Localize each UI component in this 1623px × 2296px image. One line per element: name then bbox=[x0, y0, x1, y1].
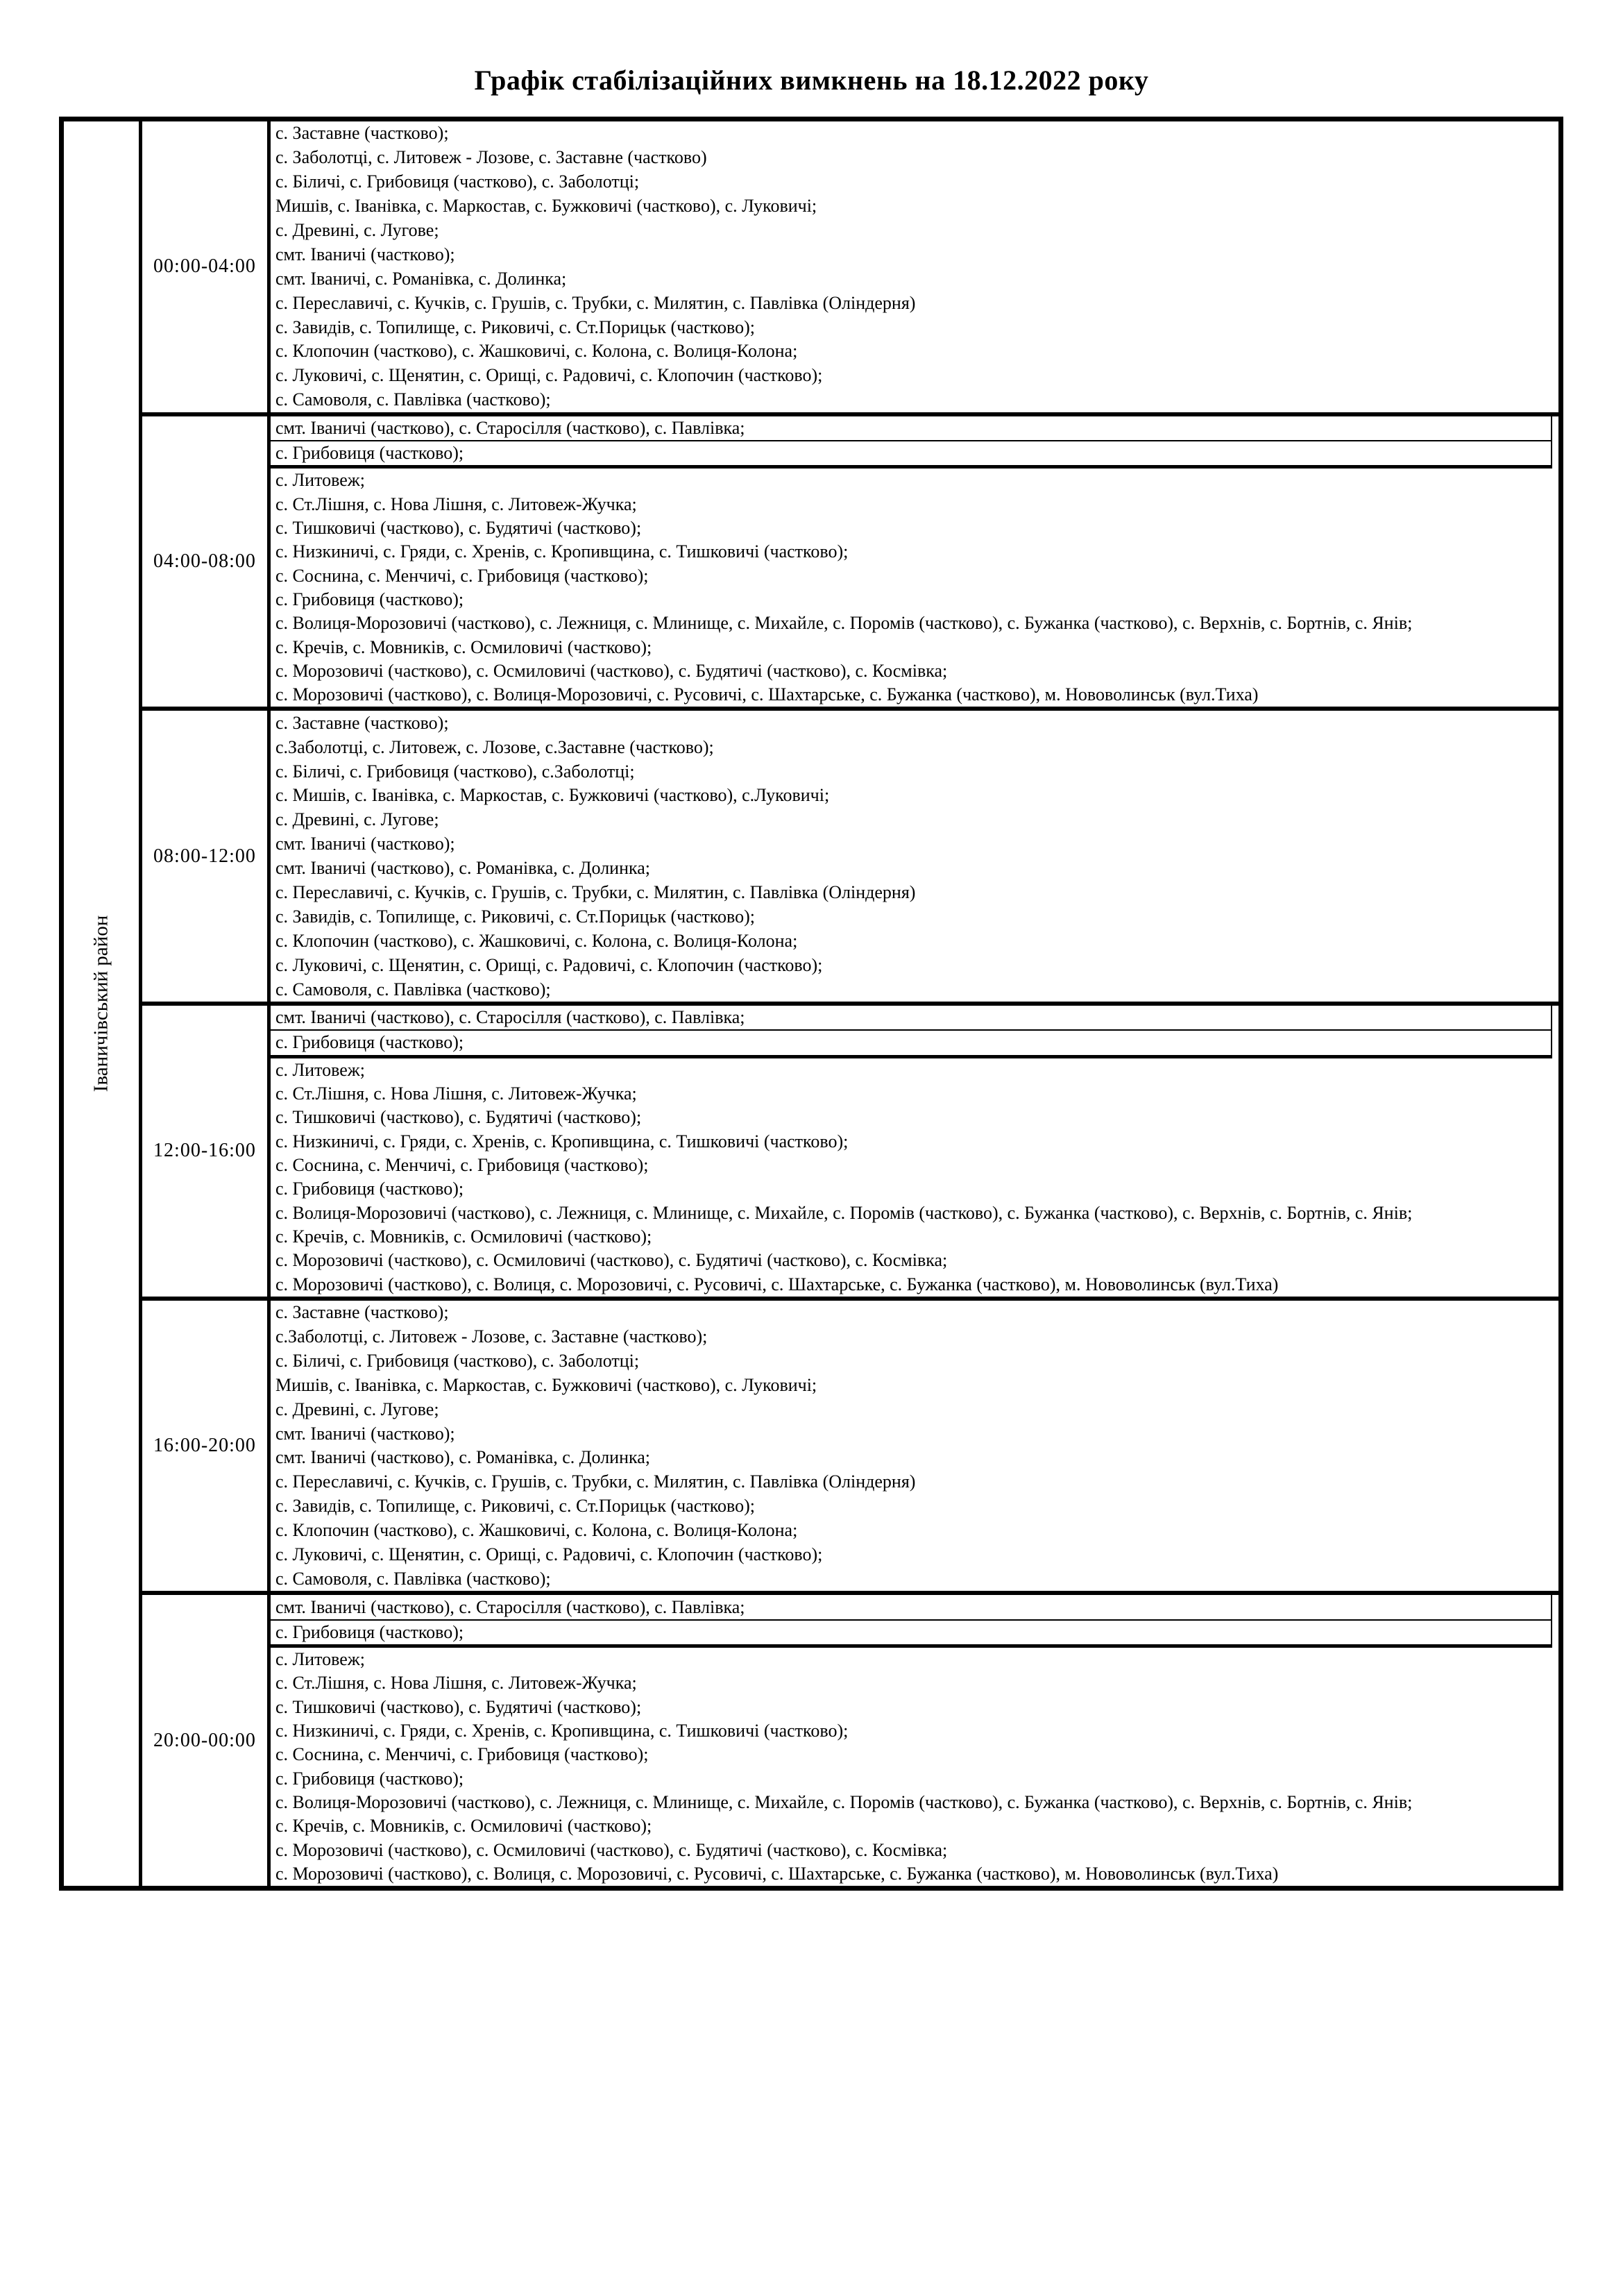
settlement-row: смт. Іваничі (частково), с. Романівка, с. Долинка; bbox=[275, 858, 651, 879]
settlement-row: с. Переславичі, с. Кучків, с. Грушів, с. Трубки, с. Милятин, с. Павлівка (Оліндерня) bbox=[275, 1471, 916, 1492]
settlement-row: с. Тишковичі (частково), с. Будятичі (частково); bbox=[275, 1107, 642, 1128]
settlement-row: смт. Іваничі (частково), с. Старосілля (частково), с. Павлівка; bbox=[271, 1595, 1552, 1620]
settlement-row: с. Кречів, с. Мовників, с. Осмиловичі (частково); bbox=[275, 1816, 652, 1837]
settlement-row: с. Луковичі, с. Щенятин, с. Орищі, с. Радовичі, с. Клопочин (частково); bbox=[275, 1544, 823, 1565]
settlement-row: с. Морозовичі (частково), с. Осмиловичі (частково), с. Будятичі (частково), с. Космівка; bbox=[275, 660, 948, 681]
settlement-rows bbox=[271, 1301, 1558, 1592]
settlement-row: с. Древині, с. Лугове; bbox=[275, 220, 439, 240]
settlement-row: с. Морозовичі (частково), с. Волиця, с. Морозовичі, с. Русовичі, с. Шахтарське, с. Бужанка (частково), м. Нововолинськ (вул.Тиха) bbox=[275, 1274, 1279, 1294]
settlement-row: смт. Іваничі (частково); bbox=[275, 244, 455, 264]
settlement-row: с. Мишів, с. Іванівка, с. Маркостав, с. Бужковичі (частково), с.Луковичі; bbox=[275, 785, 830, 806]
settlement-row: с. Волиця-Морозовичі (частково), с. Лежниця, с. Млинище, с. Михайле, с. Поромів (частково), с. Бужанка (частково), с. Верхнів, с. Бортнів, с. Янів; bbox=[275, 1202, 1413, 1223]
settlement-row: смт. Іваничі (частково), с. Романівка, с. Долинка; bbox=[275, 1447, 651, 1468]
page-title: Графік стабілізаційних вимкнень на 18.12.2022 року bbox=[474, 65, 1149, 96]
settlement-row: с. Завидів, с. Топилище, с. Риковичі, с. Ст.Порицьк (частково); bbox=[275, 316, 755, 337]
settlement-row: с. Грибовиця (частково); bbox=[271, 1031, 1552, 1058]
settlement-row: с. Морозовичі (частково), с. Осмиловичі (частково), с. Будятичі (частково), с. Космівка; bbox=[275, 1250, 948, 1271]
settlement-row: с. Біличі, с. Грибовиця (частково), с. Заболотці; bbox=[275, 171, 640, 192]
settlement-row: с. Біличі, с. Грибовиця (частково), с. Заболотці; bbox=[275, 1350, 640, 1371]
settlement-row: смт. Іваничі (частково), с. Старосілля (частково), с. Павлівка; bbox=[271, 1006, 1552, 1031]
settlement-row: с. Грибовиця (частково); bbox=[271, 1621, 1552, 1648]
settlement-row: с. Клопочин (частково), с. Жашковичі, с. Колона, с. Волиця-Колона; bbox=[275, 930, 798, 951]
settlement-row: с. Самоволя, с. Павлівка (частково); bbox=[275, 1568, 551, 1589]
settlement-row: с. Біличі, с. Грибовиця (частково), с.Заболотці; bbox=[275, 761, 635, 782]
settlement-row: с. Волиця-Морозовичі (частково), с. Лежниця, с. Млинище, с. Михайле, с. Поромів (частково), с. Бужанка (частково), с. Верхнів, с. Бортнів, с. Янів; bbox=[275, 1792, 1413, 1813]
time-slot-label: 12:00-16:00 bbox=[142, 1006, 271, 1297]
settlement-row: с. Грибовиця (частково); bbox=[275, 1768, 464, 1789]
settlement-row: с. Переславичі, с. Кучків, с. Грушів, с. Трубки, с. Милятин, с. Павлівка (Оліндерня) bbox=[275, 882, 916, 903]
time-slot-label: 04:00-08:00 bbox=[142, 416, 271, 707]
settlement-row: с. Древині, с. Лугове; bbox=[275, 809, 439, 830]
time-block bbox=[142, 1591, 1558, 1886]
settlement-row: с. Переславичі, с. Кучків, с. Грушів, с. Трубки, с. Милятин, с. Павлівка (Оліндерня) bbox=[275, 292, 916, 313]
district-column bbox=[64, 121, 142, 1886]
time-block bbox=[142, 1002, 1558, 1297]
settlement-row: Мишів, с. Іванівка, с. Маркостав, с. Бужковичі (частково), с. Луковичі; bbox=[275, 1374, 817, 1395]
settlement-rows bbox=[271, 711, 1558, 1002]
settlement-row: смт. Іваничі (частково); bbox=[275, 834, 455, 854]
settlement-row: с.Заболотці, с. Литовеж, с. Лозове, с.Заставне (частково); bbox=[275, 736, 714, 757]
settlement-row: с. Тишковичі (частково), с. Будятичі (частково); bbox=[275, 518, 642, 539]
settlement-row: с. Луковичі, с. Щенятин, с. Орищі, с. Радовичі, с. Клопочин (частково); bbox=[275, 365, 823, 386]
settlement-row: с. Заболотці, с. Литовеж - Лозове, с. Заставне (частково) bbox=[275, 147, 707, 168]
settlement-row: с. Литовеж; bbox=[275, 470, 365, 491]
settlement-row: с. Ст.Лішня, с. Нова Лішня, с. Литовеж-Жучка; bbox=[275, 493, 637, 514]
settlement-row: с. Низкиничі, с. Гряди, с. Хренів, с. Кропивщина, с. Тишковичі (частково); bbox=[275, 541, 849, 562]
time-slot-label: 20:00-00:00 bbox=[142, 1595, 271, 1886]
district-label: Іваничівський район bbox=[90, 915, 112, 1092]
settlement-row: с. Соснина, с. Менчичі, с. Грибовиця (частково); bbox=[275, 1744, 649, 1765]
time-block bbox=[142, 707, 1558, 1002]
settlement-row: с. Низкиничі, с. Гряди, с. Хренів, с. Кропивщина, с. Тишковичі (частково); bbox=[275, 1131, 849, 1151]
settlement-row: с. Ст.Лішня, с. Нова Лішня, с. Литовеж-Жучка; bbox=[275, 1083, 637, 1104]
settlement-row: с. Ст.Лішня, с. Нова Лішня, с. Литовеж-Жучка; bbox=[275, 1673, 637, 1694]
settlement-row: с. Заставне (частково); bbox=[275, 1302, 449, 1323]
settlement-row: с. Грибовиця (частково); bbox=[275, 1179, 464, 1199]
settlement-row: с.Заболотці, с. Литовеж - Лозове, с. Заставне (частково); bbox=[275, 1326, 708, 1347]
settlement-row: с. Заставне (частково); bbox=[275, 712, 449, 733]
settlement-row: с. Низкиничі, с. Гряди, с. Хренів, с. Кропивщина, с. Тишковичі (частково); bbox=[275, 1721, 849, 1741]
settlement-row: с. Самоволя, с. Павлівка (частково); bbox=[275, 979, 551, 999]
settlement-row: с. Литовеж; bbox=[275, 1649, 365, 1670]
settlement-rows bbox=[271, 1595, 1558, 1886]
time-block bbox=[142, 1297, 1558, 1592]
settlement-row: с. Тишковичі (частково), с. Будятичі (частково); bbox=[275, 1696, 642, 1717]
settlement-row: с. Заставне (частково); bbox=[275, 123, 449, 144]
settlement-row: с. Соснина, с. Менчичі, с. Грибовиця (частково); bbox=[275, 565, 649, 586]
settlement-row: смт. Іваничі (частково); bbox=[275, 1423, 455, 1444]
settlement-row: с. Клопочин (частково), с. Жашковичі, с. Колона, с. Волиця-Колона; bbox=[275, 341, 798, 362]
blocks-column bbox=[142, 121, 1558, 1886]
schedule-table bbox=[59, 117, 1563, 1891]
time-slot-label: 16:00-20:00 bbox=[142, 1301, 271, 1592]
settlement-row: с. Завидів, с. Топилище, с. Риковичі, с. Ст.Порицьк (частково); bbox=[275, 1496, 755, 1517]
settlement-rows bbox=[271, 416, 1558, 707]
settlement-row: с. Грибовиця (частково); bbox=[275, 589, 464, 610]
settlement-row: смт. Іваничі, с. Романівка, с. Долинка; bbox=[275, 268, 567, 289]
settlement-row: с. Клопочин (частково), с. Жашковичі, с. Колона, с. Волиця-Колона; bbox=[275, 1520, 798, 1541]
time-block bbox=[142, 412, 1558, 707]
settlement-row: с. Морозовичі (частково), с. Осмиловичі (частково), с. Будятичі (частково), с. Космівка; bbox=[275, 1839, 948, 1860]
settlement-rows bbox=[271, 1006, 1558, 1297]
time-block bbox=[142, 121, 1558, 412]
settlement-row: с. Волиця-Морозовичі (частково), с. Лежниця, с. Млинище, с. Михайле, с. Поромів (частково), с. Бужанка (частково), с. Верхнів, с. Бортнів, с. Янів; bbox=[275, 613, 1413, 634]
settlement-row: с. Литовеж; bbox=[275, 1059, 365, 1080]
settlement-row: с. Кречів, с. Мовників, с. Осмиловичі (частково); bbox=[275, 636, 652, 657]
time-slot-label: 08:00-12:00 bbox=[142, 711, 271, 1002]
settlement-row: с. Соснина, с. Менчичі, с. Грибовиця (частково); bbox=[275, 1155, 649, 1176]
settlement-row: с. Завидів, с. Топилище, с. Риковичі, с. Ст.Порицьк (частково); bbox=[275, 906, 755, 927]
settlement-row: с. Морозовичі (частково), с. Волиця-Морозовичі, с. Русовичі, с. Шахтарське, с. Бужанка (частково), м. Нововолинськ (вул.Тиха) bbox=[275, 684, 1259, 705]
settlement-row: с. Морозовичі (частково), с. Волиця, с. Морозовичі, с. Русовичі, с. Шахтарське, с. Бужанка (частково), м. Нововолинськ (вул.Тиха) bbox=[275, 1863, 1279, 1884]
settlement-row: с. Луковичі, с. Щенятин, с. Орищі, с. Радовичі, с. Клопочин (частково); bbox=[275, 954, 823, 975]
settlement-row: с. Кречів, с. Мовників, с. Осмиловичі (частково); bbox=[275, 1226, 652, 1247]
time-slot-label: 00:00-04:00 bbox=[142, 121, 271, 412]
settlement-row: с. Грибовиця (частково); bbox=[271, 441, 1552, 469]
settlement-row: смт. Іваничі (частково), с. Старосілля (частково), с. Павлівка; bbox=[271, 416, 1552, 441]
settlement-row: с. Самоволя, с. Павлівка (частково); bbox=[275, 389, 551, 410]
settlement-row: с. Древині, с. Лугове; bbox=[275, 1399, 439, 1419]
settlement-rows bbox=[271, 121, 1558, 412]
settlement-row: Мишів, с. Іванівка, с. Маркостав, с. Бужковичі (частково), с. Луковичі; bbox=[275, 196, 817, 217]
